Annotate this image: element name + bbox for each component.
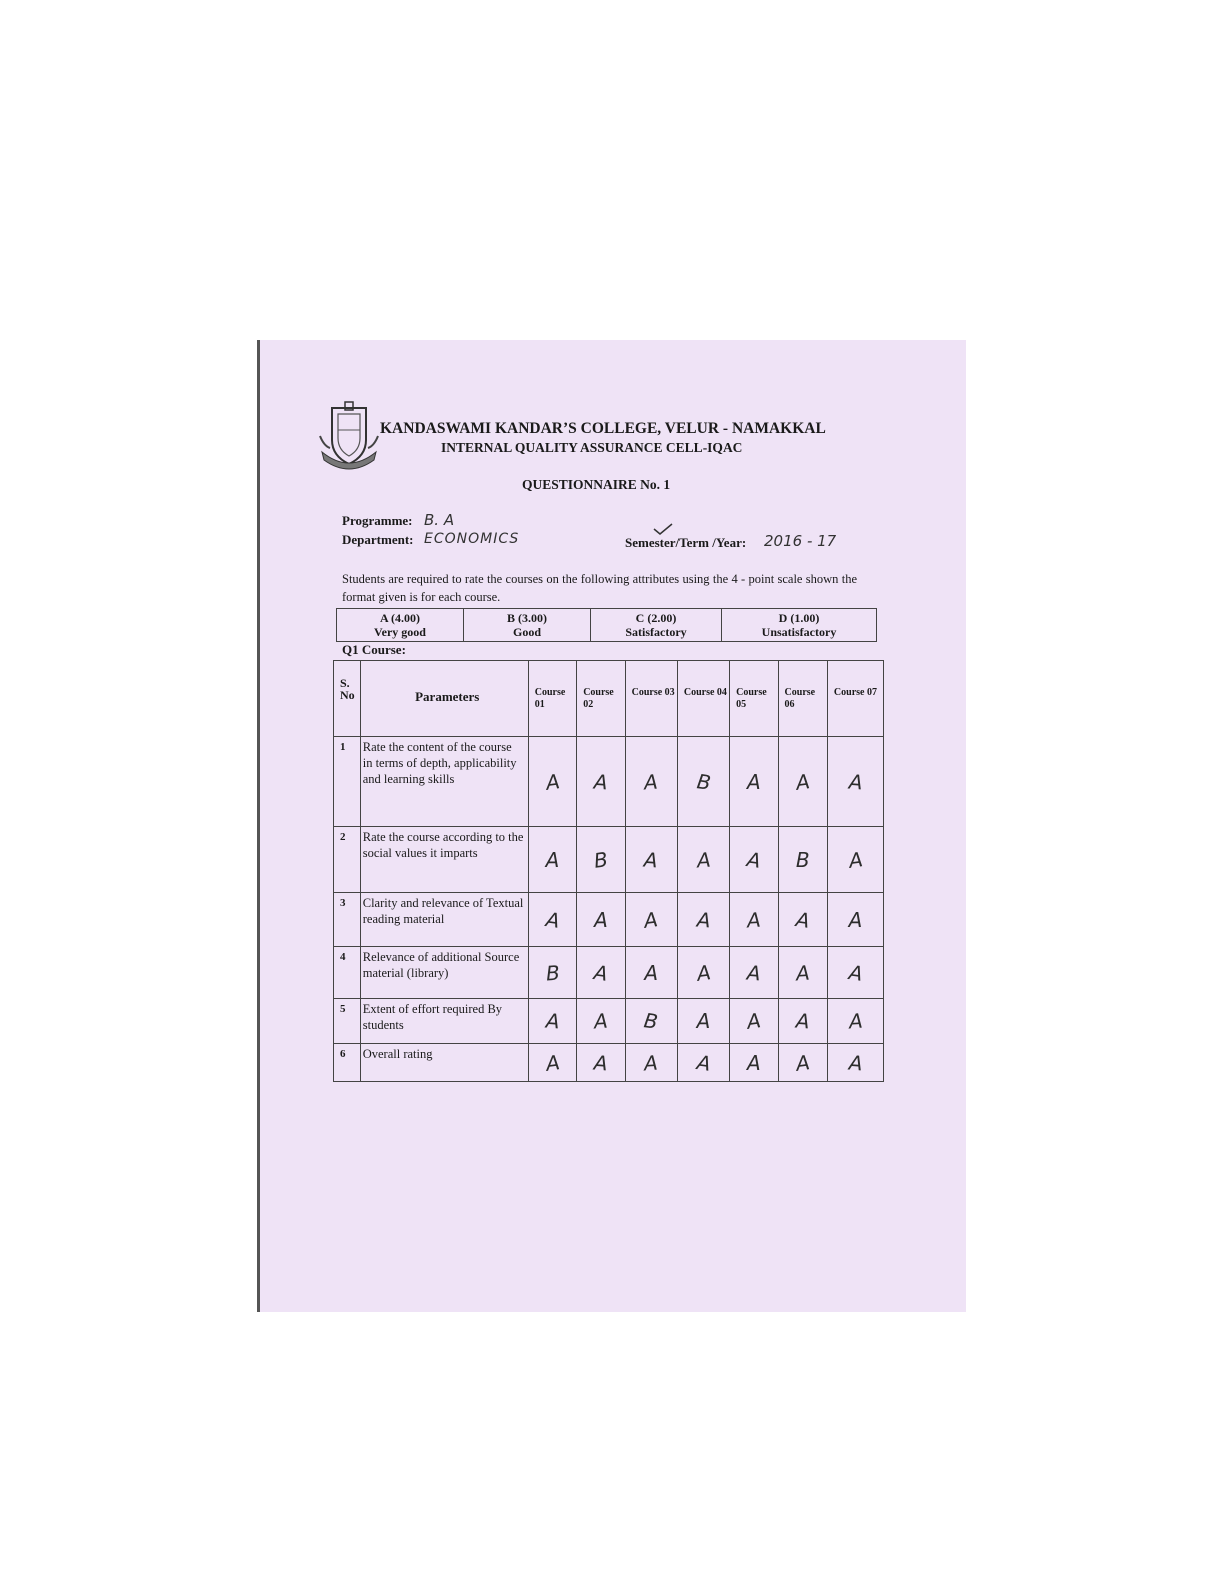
- table-row: [334, 827, 884, 893]
- grade-cell: [625, 893, 677, 947]
- handwritten-grade: A: [794, 906, 812, 933]
- checkmark-icon: [652, 522, 674, 536]
- row-number: 4: [334, 947, 361, 999]
- handwritten-grade: A: [795, 1008, 811, 1034]
- grade-cell: [528, 827, 576, 893]
- grade-cell: [730, 999, 778, 1044]
- grade-cell: [827, 999, 883, 1044]
- handwritten-grade: A: [593, 1050, 609, 1075]
- parameter-text: Rate the content of the course in terms of depth, applicability and learning skills: [360, 737, 528, 827]
- row-number: 5: [334, 999, 361, 1044]
- parameter-text: Rate the course according to the social values it imparts: [360, 827, 528, 893]
- grade-cell: [528, 999, 576, 1044]
- grade-cell: [827, 1044, 883, 1082]
- handwritten-grade: A: [544, 768, 561, 795]
- handwritten-grade: A: [696, 1009, 711, 1033]
- grade-cell: [730, 827, 778, 893]
- handwritten-grade: A: [746, 769, 761, 794]
- grade-cell: [827, 827, 883, 893]
- parameter-text: Overall rating: [360, 1044, 528, 1082]
- grade-cell: [577, 947, 625, 999]
- grade-cell: [677, 947, 729, 999]
- course-header: Course 05: [730, 661, 778, 737]
- handwritten-grade: A: [592, 959, 610, 986]
- course-header: Course 02: [577, 661, 625, 737]
- course-header: Course 07: [827, 661, 883, 737]
- grade-cell: [677, 893, 729, 947]
- course-header: Course 06: [778, 661, 827, 737]
- handwritten-grade: A: [847, 1050, 864, 1075]
- college-name: KANDASWAMI KANDAR’S COLLEGE, VELUR - NAMAKKAL: [380, 420, 826, 437]
- table-header-row: [334, 661, 884, 737]
- parameter-text: Extent of effort required By students: [360, 999, 528, 1044]
- row-number: 1: [334, 737, 361, 827]
- grade-cell: [625, 827, 677, 893]
- parameter-text: Relevance of additional Source material (library): [360, 947, 528, 999]
- handwritten-grade: B: [544, 960, 561, 985]
- grade-cell: [577, 737, 625, 827]
- course-header: Course 04: [677, 661, 729, 737]
- grade-cell: [577, 1044, 625, 1082]
- parameter-text: Clarity and relevance of Textual reading material: [360, 893, 528, 947]
- rating-scale-table: [336, 608, 877, 642]
- scale-cell-a: A (4.00) Very good: [337, 609, 464, 642]
- handwritten-grade: A: [643, 1050, 659, 1075]
- handwritten-grade: A: [746, 960, 762, 985]
- handwritten-grade: A: [794, 768, 812, 795]
- scale-cell-b: B (3.00) Good: [464, 609, 591, 642]
- grade-cell: [730, 1044, 778, 1082]
- grade-cell: [528, 737, 576, 827]
- grade-cell: [625, 999, 677, 1044]
- handwritten-grade: A: [545, 847, 560, 872]
- handwritten-grade: A: [695, 959, 712, 986]
- handwritten-grade: A: [848, 907, 863, 932]
- grade-cell: [778, 1044, 827, 1082]
- handwritten-grade: A: [695, 907, 712, 932]
- q1-course-label: Q1 Course:: [342, 642, 406, 657]
- handwritten-grade: A: [544, 1049, 561, 1076]
- scale-cell-c: C (2.00) Satisfactory: [591, 609, 722, 642]
- table-row: [334, 737, 884, 827]
- handwritten-grade: A: [847, 959, 864, 986]
- handwritten-grade: A: [695, 847, 712, 872]
- grade-cell: [778, 737, 827, 827]
- handwritten-grade: A: [593, 1008, 609, 1034]
- table-row: [334, 947, 884, 999]
- grade-cell: [778, 893, 827, 947]
- grade-cell: [827, 947, 883, 999]
- course-header: Course 01: [528, 661, 576, 737]
- grade-cell: [677, 737, 729, 827]
- grade-cell: [778, 827, 827, 893]
- handwritten-grade: A: [746, 907, 762, 932]
- grade-cell: [528, 947, 576, 999]
- grade-cell: [528, 1044, 576, 1082]
- course-header: Course 03: [625, 661, 677, 737]
- college-emblem-icon: [318, 400, 380, 470]
- grade-cell: [778, 999, 827, 1044]
- grade-cell: [730, 947, 778, 999]
- grade-cell: [778, 947, 827, 999]
- grade-cell: [625, 947, 677, 999]
- questionnaire-title: QUESTIONNAIRE No. 1: [522, 477, 671, 492]
- grade-cell: [577, 999, 625, 1044]
- grade-cell: [577, 827, 625, 893]
- table-row: [334, 999, 884, 1044]
- grade-cell: [677, 999, 729, 1044]
- handwritten-grade: B: [592, 846, 610, 873]
- handwritten-grade: A: [643, 769, 659, 794]
- row-number: 2: [334, 827, 361, 893]
- iqac-cell-title: INTERNAL QUALITY ASSURANCE CELL-IQAC: [441, 440, 743, 455]
- semester-label: Semester/Term /Year:: [625, 535, 747, 550]
- grade-cell: [730, 737, 778, 827]
- scale-cell-d: D (1.00) Unsatisfactory: [722, 609, 877, 642]
- grade-cell: [677, 1044, 729, 1082]
- handwritten-grade: A: [795, 960, 811, 985]
- handwritten-grade: B: [642, 1008, 660, 1034]
- ratings-table: [333, 660, 884, 1082]
- handwritten-grade: A: [544, 906, 561, 933]
- grade-cell: [577, 893, 625, 947]
- handwritten-grade: A: [594, 907, 608, 932]
- department-value: ECONOMICS: [424, 531, 520, 547]
- handwritten-grade: A: [642, 906, 660, 933]
- handwritten-grade: A: [593, 769, 609, 794]
- handwritten-grade: B: [795, 847, 810, 872]
- grade-cell: [528, 893, 576, 947]
- handwritten-grade: B: [695, 768, 712, 795]
- handwritten-grade: A: [847, 1008, 864, 1034]
- grade-cell: [730, 893, 778, 947]
- table-row: [334, 893, 884, 947]
- handwritten-grade: A: [745, 1008, 763, 1034]
- handwritten-grade: A: [544, 1008, 561, 1034]
- row-number: 3: [334, 893, 361, 947]
- handwritten-grade: A: [847, 846, 864, 873]
- row-number: 6: [334, 1044, 361, 1082]
- programme-label: Programme:: [342, 513, 413, 528]
- handwritten-grade: A: [643, 847, 659, 872]
- handwritten-grade: A: [847, 769, 864, 794]
- instructions-text: Students are required to rate the courses on the following attributes using the 4 - point scale shown the format given is for each course.: [342, 572, 857, 604]
- handwritten-grade: A: [745, 846, 763, 873]
- grade-cell: [677, 827, 729, 893]
- grade-cell: [827, 737, 883, 827]
- parameters-header: Parameters: [360, 661, 528, 737]
- grade-cell: [625, 737, 677, 827]
- semester-value: 2016 - 17: [764, 532, 837, 550]
- sno-header: S. No: [334, 661, 361, 737]
- grade-cell: [827, 893, 883, 947]
- handwritten-grade: A: [644, 960, 659, 985]
- handwritten-grade: A: [794, 1049, 812, 1076]
- grade-cell: [625, 1044, 677, 1082]
- programme-value: B. A: [424, 511, 455, 529]
- handwritten-grade: A: [695, 1049, 712, 1076]
- handwritten-grade: A: [746, 1050, 761, 1075]
- table-row: [334, 1044, 884, 1082]
- department-label: Department:: [342, 532, 414, 547]
